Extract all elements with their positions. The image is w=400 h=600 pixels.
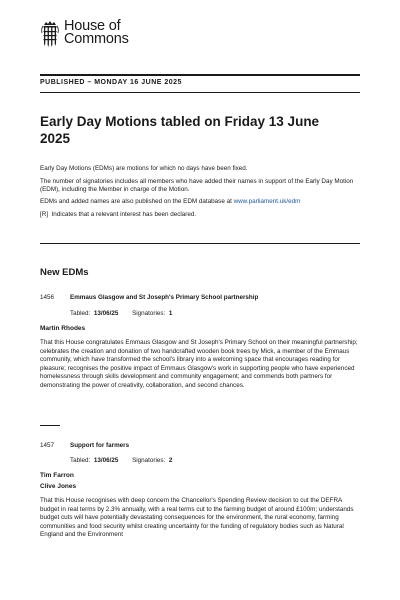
intro-rule	[40, 243, 360, 244]
signatories-count: 1	[168, 310, 173, 317]
edm-member: Martin Rhodes	[40, 325, 86, 332]
tabled-date: 13/06/25	[93, 457, 119, 464]
intro-paragraph-3-text: EDMs and added names are also published on the EDM database at	[40, 198, 234, 206]
intro-section	[40, 165, 360, 223]
tabled-date: 13/06/25	[93, 310, 119, 317]
edm-heading	[40, 294, 258, 301]
published-rule	[40, 92, 360, 93]
intro-paragraph-2: The number of signatories includes all members who have added their names in support of the Early Day Motion (EDM), including the Member in charge of the Motion.	[40, 177, 354, 193]
house-of-commons-logo	[40, 20, 129, 47]
logo-line-2: Commons	[64, 31, 129, 47]
edm-number: 1457	[40, 442, 55, 449]
edm-heading	[40, 442, 129, 449]
relevant-interest-marker: [R]	[40, 210, 49, 218]
portcullis-icon	[40, 21, 60, 47]
edm-motion-text: That this House recognises with deep concern the Chancellor's Spending Review decision to cut the DEFRA budget in real terms by 2.3% annually, with a real terms cut to the farming budget of around £100m; understands budget cuts will have potentially devastating consequences for the environment, the rural economy, farming communities and food security whilst creating uncertainty for the funding of regulatory bodies such as Natural England and the Environment	[40, 497, 354, 539]
edm-database-link[interactable]: www.parliament.uk/edm	[233, 198, 301, 206]
edm-number: 1456	[40, 294, 55, 301]
edm-meta	[70, 310, 172, 317]
section-heading: New EDMs	[40, 267, 89, 278]
signatories-label: Signatories:	[132, 310, 166, 317]
edm-divider	[40, 425, 60, 426]
signatories-count: 2	[168, 457, 173, 464]
top-rule	[40, 74, 360, 76]
logo-text	[64, 20, 129, 46]
tabled-label: Tabled:	[70, 310, 91, 317]
logo-line-1: House of	[64, 18, 121, 34]
intro-paragraph-1: Early Day Motions (EDMs) are motions for which no days have been fixed.	[40, 165, 248, 172]
edm-member: Clive Jones	[40, 483, 77, 490]
signatories-label: Signatories:	[132, 457, 166, 464]
edm-title: Emmaus Glasgow and St Joseph's Primary School partnership	[70, 294, 259, 301]
edm-meta	[70, 457, 172, 464]
published-date: PUBLISHED – MONDAY 16 JUNE 2025	[40, 79, 182, 86]
relevant-interest-text: Indicates that a relevant interest has been declared.	[51, 210, 197, 218]
tabled-label: Tabled:	[70, 457, 91, 464]
page-title: Early Day Motions tabled on Friday 13 June 2025	[40, 114, 320, 146]
edm-title: Support for farmers	[70, 442, 130, 449]
edm-member: Tim Farron	[40, 472, 74, 479]
intro-paragraph-4	[40, 211, 360, 219]
edm-motion-text: That this House congratulates Emmaus Glasgow and St Joseph's Primary School on their meaningful partnership; celebrates the creation and donation of two handcrafted wooden book trees by Mick, a member of the Emmaus community, which have transformed the school's library into a welcoming space that encourages reading for pleasure; recognises the positive impact of Emmaus Glasgow's work in supporting people who have experienced homelessness through skills development and community engagement; and commends both partners for demonstrating the power of creativity, collaboration, and second chances.	[40, 339, 358, 389]
intro-paragraph-3	[40, 198, 360, 206]
